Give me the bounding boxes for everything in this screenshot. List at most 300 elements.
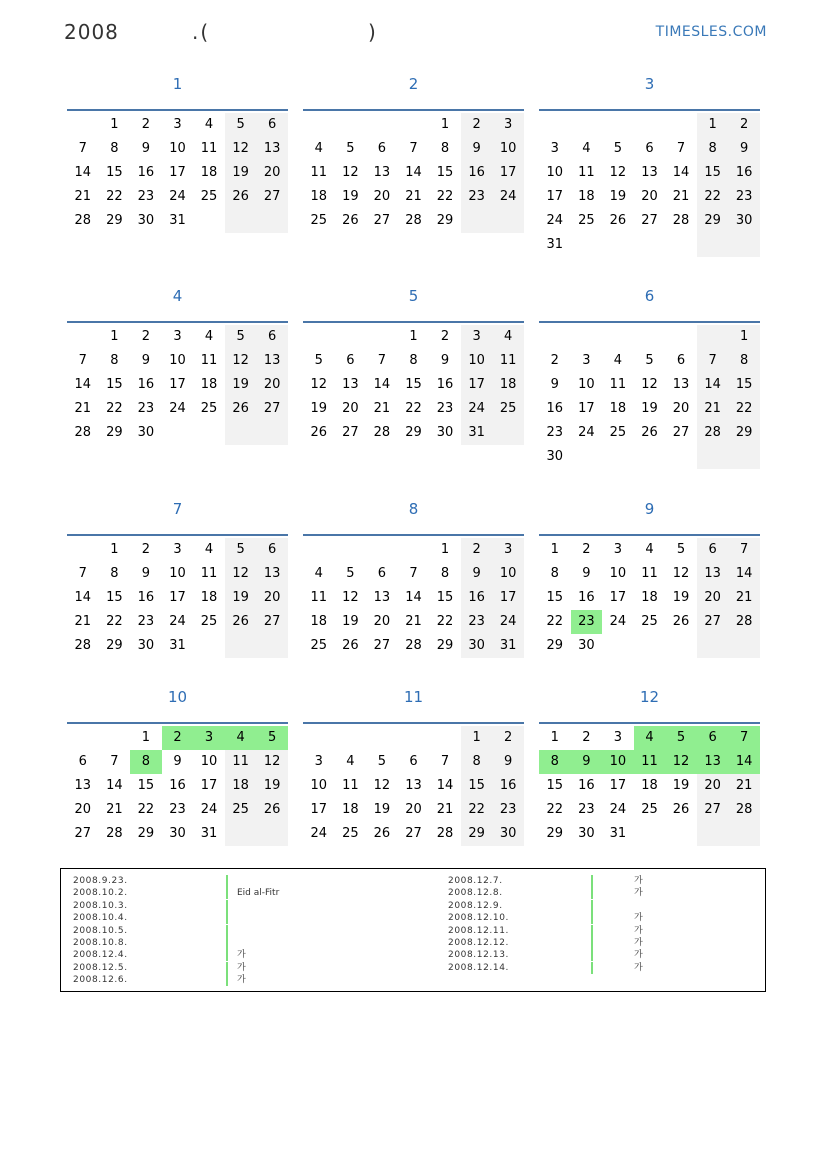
day-cell: 9	[461, 562, 493, 586]
day-cell: 25	[200, 614, 218, 629]
day-cell: 11	[200, 353, 218, 368]
holiday-day-cell: 2	[162, 726, 194, 750]
holiday-name: Eid al-Fitr	[237, 888, 280, 899]
day-cell: 16	[169, 778, 186, 793]
day-cell: 11	[578, 165, 595, 180]
day-cell: 9	[440, 353, 450, 368]
holiday-day-cell: 10	[602, 750, 634, 774]
day-cell: 21	[697, 397, 729, 421]
day-cell: 5	[225, 325, 257, 349]
day-cell: 23	[137, 189, 155, 204]
day-cell: 19	[672, 778, 690, 793]
holiday-day-cell: 6	[697, 726, 729, 750]
month-title: 10	[167, 688, 188, 706]
holiday-date: 2008.12.12.	[448, 937, 509, 948]
day-cell: 18	[310, 189, 328, 204]
day-cell: 22	[461, 798, 493, 822]
day-cell: 26	[641, 425, 658, 440]
day-cell: 21	[672, 189, 690, 204]
day-cell: 12	[256, 750, 288, 774]
day-cell: 6	[697, 538, 729, 562]
day-cell: 2	[582, 542, 591, 557]
month-divider	[539, 722, 760, 724]
holiday-note-row	[448, 912, 748, 924]
day-cell: 11	[225, 750, 257, 774]
day-cell: 17	[546, 189, 564, 204]
weekend-shade	[728, 445, 760, 469]
day-cell: 11	[492, 349, 524, 373]
day-cell: 28	[728, 798, 760, 822]
day-cell: 29	[106, 213, 123, 228]
day-cell: 16	[436, 377, 454, 392]
day-cell: 7	[377, 353, 387, 368]
day-cell: 16	[137, 377, 155, 392]
day-cell: 19	[672, 590, 690, 605]
day-cell: 19	[310, 401, 328, 416]
day-cell: 24	[546, 213, 564, 228]
month-divider	[303, 534, 524, 536]
day-cell: 27	[74, 826, 92, 841]
day-cell: 31	[200, 826, 218, 841]
day-cell: 13	[373, 590, 391, 605]
day-cell: 19	[641, 401, 658, 416]
day-cell: 26	[342, 638, 359, 653]
holiday-note-row	[448, 949, 748, 961]
day-cell: 28	[405, 638, 422, 653]
day-cell: 15	[106, 377, 123, 392]
weekend-shade	[256, 634, 288, 658]
day-cell: 6	[256, 538, 288, 562]
month-divider	[67, 109, 288, 111]
day-cell: 13	[373, 165, 391, 180]
weekend-shade	[256, 421, 288, 445]
day-cell: 20	[373, 614, 391, 629]
month-title: 4	[172, 287, 183, 305]
day-cell: 29	[106, 425, 123, 440]
day-cell: 4	[314, 566, 323, 581]
day-cell: 10	[200, 754, 218, 769]
holiday-notes-left	[73, 875, 413, 987]
day-cell: 11	[342, 778, 359, 793]
month-divider	[539, 109, 760, 111]
holiday-note-row	[73, 962, 413, 974]
holiday-date: 2008.10.5.	[73, 925, 128, 936]
day-cell: 7	[409, 566, 418, 581]
holiday-name: 가	[237, 962, 246, 973]
day-cell: 1	[440, 542, 450, 557]
day-cell: 29	[546, 638, 564, 653]
day-cell: 4	[204, 329, 214, 344]
year-title: 2008	[64, 20, 119, 44]
day-cell: 25	[200, 189, 218, 204]
day-cell: 5	[676, 542, 686, 557]
day-cell: 11	[200, 566, 218, 581]
day-cell: 19	[609, 189, 627, 204]
weekend-shade	[697, 822, 729, 846]
day-cell: 9	[173, 754, 182, 769]
day-cell: 27	[697, 798, 729, 822]
day-cell: 3	[613, 730, 623, 745]
holiday-notes-right	[448, 875, 748, 974]
day-cell: 2	[141, 542, 151, 557]
month-title: 12	[639, 688, 660, 706]
day-cell: 21	[728, 586, 760, 610]
day-cell: 7	[440, 754, 450, 769]
day-cell: 25	[225, 798, 257, 822]
holiday-marker-bar	[591, 925, 593, 937]
day-cell: 19	[225, 586, 257, 610]
day-cell: 16	[137, 165, 155, 180]
day-cell: 12	[342, 590, 359, 605]
day-cell: 29	[697, 209, 729, 233]
month-title: 2	[408, 75, 419, 93]
day-cell: 9	[550, 377, 559, 392]
day-cell: 10	[492, 562, 524, 586]
day-cell: 15	[546, 590, 564, 605]
day-cell: 15	[106, 165, 123, 180]
day-cell: 18	[578, 189, 595, 204]
holiday-name: 가	[237, 975, 246, 986]
day-cell: 2	[492, 726, 524, 750]
day-cell: 23	[461, 185, 493, 209]
day-cell: 3	[492, 113, 524, 137]
holiday-day-cell: 8	[539, 750, 571, 774]
day-cell: 22	[106, 189, 123, 204]
day-cell: 19	[342, 614, 359, 629]
day-cell: 1	[550, 542, 559, 557]
holiday-note-row	[73, 937, 413, 949]
month-divider	[303, 321, 524, 323]
holiday-date: 2008.12.9.	[448, 900, 503, 911]
day-cell: 30	[137, 638, 155, 653]
month-title: 11	[403, 688, 424, 706]
month-divider	[303, 722, 524, 724]
title-paren-open: .(	[192, 20, 211, 44]
day-cell: 14	[373, 377, 391, 392]
day-cell: 9	[141, 566, 151, 581]
day-cell: 25	[641, 802, 658, 817]
holiday-note-row	[73, 949, 413, 961]
day-cell: 24	[609, 614, 627, 629]
day-cell: 14	[728, 562, 760, 586]
day-cell: 22	[728, 397, 760, 421]
day-cell: 17	[492, 161, 524, 185]
day-cell: 19	[225, 161, 257, 185]
day-cell: 31	[461, 421, 493, 445]
day-cell: 10	[609, 566, 627, 581]
day-cell: 27	[256, 185, 288, 209]
holiday-marker-bar	[591, 887, 593, 899]
day-cell: 17	[310, 802, 328, 817]
day-cell: 8	[409, 353, 418, 368]
day-cell: 22	[546, 614, 564, 629]
holiday-date: 2008.10.3.	[73, 900, 128, 911]
day-cell: 17	[169, 590, 186, 605]
weekend-shade	[728, 822, 760, 846]
day-cell: 26	[225, 610, 257, 634]
day-cell: 23	[137, 614, 155, 629]
day-cell: 4	[204, 117, 214, 132]
day-cell: 28	[672, 213, 690, 228]
weekend-shade	[728, 634, 760, 658]
holiday-day-cell: 8	[130, 750, 162, 774]
holiday-day-cell: 9	[571, 750, 603, 774]
day-cell: 17	[492, 586, 524, 610]
day-cell: 22	[436, 189, 454, 204]
day-cell: 22	[436, 614, 454, 629]
day-cell: 26	[225, 397, 257, 421]
month-title: 1	[172, 75, 183, 93]
day-cell: 20	[373, 189, 391, 204]
day-cell: 25	[200, 401, 218, 416]
month-title: 6	[644, 287, 655, 305]
day-cell: 21	[728, 774, 760, 798]
day-cell: 21	[74, 189, 92, 204]
day-cell: 27	[405, 826, 422, 841]
day-cell: 2	[141, 329, 151, 344]
holiday-date: 2008.9.23.	[73, 876, 128, 886]
day-cell: 17	[609, 778, 627, 793]
holiday-notes	[60, 868, 766, 992]
day-cell: 8	[440, 141, 450, 156]
day-cell: 31	[169, 638, 186, 653]
day-cell: 14	[74, 377, 92, 392]
day-cell: 29	[461, 822, 493, 846]
day-cell: 26	[310, 425, 328, 440]
day-cell: 17	[609, 590, 627, 605]
day-cell: 6	[377, 141, 387, 156]
weekend-shade	[225, 822, 257, 846]
day-cell: 8	[110, 353, 119, 368]
day-cell: 12	[641, 377, 658, 392]
holiday-note-row	[448, 937, 748, 949]
day-cell: 15	[461, 774, 493, 798]
holiday-date: 2008.12.7.	[448, 876, 503, 886]
day-cell: 24	[609, 802, 627, 817]
day-cell: 21	[405, 189, 422, 204]
day-cell: 26	[373, 826, 391, 841]
day-cell: 22	[546, 802, 564, 817]
day-cell: 18	[200, 377, 218, 392]
day-cell: 3	[461, 325, 493, 349]
day-cell: 4	[492, 325, 524, 349]
day-cell: 10	[310, 778, 328, 793]
holiday-date: 2008.12.6.	[73, 975, 128, 986]
day-cell: 25	[310, 638, 328, 653]
day-cell: 20	[672, 401, 690, 416]
day-cell: 21	[405, 614, 422, 629]
holiday-note-row	[448, 887, 748, 899]
day-cell: 30	[492, 822, 524, 846]
day-cell: 24	[169, 614, 186, 629]
day-cell: 7	[110, 754, 119, 769]
day-cell: 6	[645, 141, 654, 156]
day-cell: 24	[492, 610, 524, 634]
day-cell: 3	[492, 538, 524, 562]
day-cell: 24	[492, 185, 524, 209]
holiday-name: 가	[634, 876, 643, 886]
day-cell: 29	[405, 425, 422, 440]
holiday-day-cell: 3	[193, 726, 225, 750]
day-cell: 23	[461, 610, 493, 634]
holiday-day-cell: 4	[225, 726, 257, 750]
day-cell: 10	[492, 137, 524, 161]
day-cell: 15	[106, 590, 123, 605]
day-cell: 22	[106, 614, 123, 629]
holiday-date: 2008.12.8.	[448, 888, 503, 899]
day-cell: 20	[405, 802, 422, 817]
day-cell: 27	[256, 397, 288, 421]
day-cell: 7	[78, 566, 87, 581]
day-cell: 10	[461, 349, 493, 373]
day-cell: 29	[436, 638, 454, 653]
day-cell: 2	[141, 117, 151, 132]
day-cell: 14	[106, 778, 123, 793]
day-cell: 8	[697, 137, 729, 161]
day-cell: 9	[492, 750, 524, 774]
day-cell: 2	[461, 113, 493, 137]
day-cell: 24	[578, 425, 595, 440]
day-cell: 30	[137, 213, 155, 228]
day-cell: 28	[728, 610, 760, 634]
holiday-day-cell: 5	[256, 726, 288, 750]
day-cell: 13	[641, 165, 658, 180]
day-cell: 16	[492, 774, 524, 798]
month-title: 5	[408, 287, 419, 305]
day-cell: 8	[461, 750, 493, 774]
day-cell: 12	[225, 349, 257, 373]
day-cell: 17	[200, 778, 218, 793]
day-cell: 7	[78, 353, 87, 368]
month-title: 7	[172, 500, 183, 518]
day-cell: 24	[169, 189, 186, 204]
month-divider	[67, 722, 288, 724]
day-cell: 23	[546, 425, 564, 440]
day-cell: 12	[373, 778, 391, 793]
day-cell: 18	[342, 802, 359, 817]
day-cell: 9	[141, 353, 151, 368]
day-cell: 31	[492, 634, 524, 658]
weekend-shade	[461, 209, 493, 233]
day-cell: 16	[137, 590, 155, 605]
holiday-date: 2008.12.11.	[448, 925, 509, 936]
day-cell: 15	[137, 778, 155, 793]
day-cell: 19	[373, 802, 391, 817]
day-cell: 12	[225, 137, 257, 161]
holiday-name: 가	[634, 950, 643, 961]
site-logo[interactable]: TIMESLES.COM	[655, 24, 767, 40]
holiday-note-row	[73, 912, 413, 924]
day-cell: 9	[141, 141, 151, 156]
holiday-marker-bar	[226, 949, 228, 961]
day-cell: 31	[546, 237, 564, 252]
day-cell: 6	[256, 325, 288, 349]
holiday-day-cell: 12	[665, 750, 697, 774]
day-cell: 2	[461, 538, 493, 562]
holiday-day-cell: 23	[571, 610, 603, 634]
day-cell: 28	[74, 425, 92, 440]
day-cell: 15	[405, 377, 422, 392]
day-cell: 1	[110, 117, 119, 132]
day-cell: 1	[550, 730, 559, 745]
day-cell: 1	[409, 329, 418, 344]
day-cell: 30	[169, 826, 186, 841]
holiday-name: 가	[634, 888, 643, 899]
day-cell: 4	[314, 141, 323, 156]
day-cell: 3	[173, 117, 182, 132]
day-cell: 29	[137, 826, 155, 841]
day-cell: 14	[74, 590, 92, 605]
day-cell: 26	[672, 614, 690, 629]
day-cell: 23	[436, 401, 454, 416]
day-cell: 9	[461, 137, 493, 161]
holiday-day-cell: 13	[697, 750, 729, 774]
day-cell: 18	[200, 165, 218, 180]
holiday-name: 가	[634, 913, 643, 924]
month-divider	[539, 534, 760, 536]
day-cell: 18	[225, 774, 257, 798]
day-cell: 21	[436, 802, 454, 817]
day-cell: 6	[78, 754, 87, 769]
holiday-date: 2008.10.2.	[73, 888, 128, 899]
holiday-date: 2008.12.5.	[73, 962, 128, 973]
day-cell: 13	[405, 778, 422, 793]
day-cell: 1	[110, 329, 119, 344]
day-cell: 27	[256, 610, 288, 634]
day-cell: 18	[200, 590, 218, 605]
weekend-shade	[492, 421, 524, 445]
holiday-marker-bar	[226, 937, 228, 949]
day-cell: 28	[436, 826, 454, 841]
day-cell: 15	[436, 590, 454, 605]
month-divider	[67, 321, 288, 323]
holiday-marker-bar	[591, 962, 593, 974]
day-cell: 31	[609, 826, 627, 841]
day-cell: 1	[440, 117, 450, 132]
day-cell: 15	[436, 165, 454, 180]
day-cell: 7	[409, 141, 418, 156]
day-cell: 28	[74, 213, 92, 228]
day-cell: 14	[697, 373, 729, 397]
day-cell: 27	[641, 213, 658, 228]
day-cell: 25	[578, 213, 595, 228]
day-cell: 28	[373, 425, 391, 440]
day-cell: 10	[169, 353, 186, 368]
day-cell: 6	[676, 353, 686, 368]
day-cell: 9	[582, 566, 591, 581]
day-cell: 17	[578, 401, 595, 416]
weekend-shade	[728, 233, 760, 257]
day-cell: 21	[74, 401, 92, 416]
holiday-name: 가	[634, 962, 643, 973]
day-cell: 5	[225, 538, 257, 562]
day-cell: 30	[546, 449, 564, 464]
day-cell: 30	[137, 425, 155, 440]
weekend-shade	[225, 421, 257, 445]
day-cell: 20	[256, 373, 288, 397]
day-cell: 16	[461, 586, 493, 610]
day-cell: 4	[582, 141, 591, 156]
day-cell: 2	[550, 353, 559, 368]
day-cell: 15	[546, 778, 564, 793]
day-cell: 24	[461, 397, 493, 421]
day-cell: 3	[582, 353, 591, 368]
day-cell: 8	[440, 566, 450, 581]
day-cell: 27	[373, 213, 391, 228]
day-cell: 22	[106, 401, 123, 416]
day-cell: 11	[641, 566, 658, 581]
holiday-name: 가	[237, 950, 246, 961]
